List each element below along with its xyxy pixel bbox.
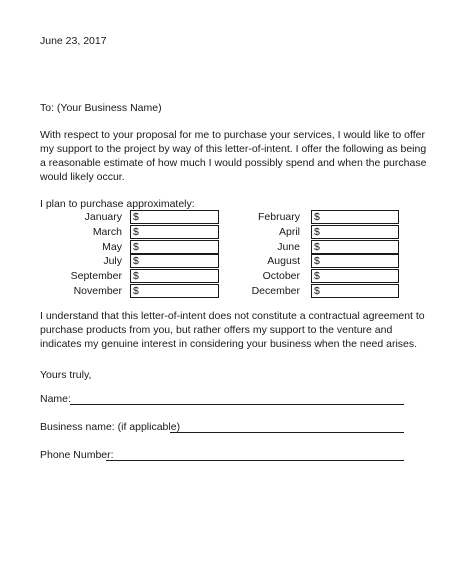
phone-field bbox=[40, 448, 114, 462]
month-label: October bbox=[262, 270, 300, 282]
name-field bbox=[40, 392, 71, 406]
intro-line: would likely occur. bbox=[40, 171, 125, 183]
currency-symbol: $ bbox=[133, 211, 139, 223]
currency-symbol: $ bbox=[133, 270, 139, 282]
month-label: February bbox=[257, 211, 300, 223]
closing-text: Yours truly, bbox=[40, 369, 92, 381]
recipient-line: To: (Your Business Name) bbox=[40, 102, 162, 114]
intro-line: With respect to your proposal for me to purchase your services, I would like to offer bbox=[40, 129, 425, 141]
intro-line: a reasonable estimate of how much I would possibly spend and when the purchase bbox=[40, 157, 427, 169]
name-input-line[interactable] bbox=[70, 404, 404, 405]
intro-paragraph bbox=[40, 128, 440, 184]
name-label: Name: bbox=[40, 393, 71, 405]
business-label: Business name: (if applicable) bbox=[40, 421, 181, 433]
month-label: May bbox=[102, 241, 122, 253]
month-label: January bbox=[84, 211, 122, 223]
letter-date: June 23, 2017 bbox=[40, 35, 107, 47]
currency-symbol: $ bbox=[314, 270, 320, 282]
amount-field[interactable] bbox=[311, 254, 399, 268]
amount-field[interactable] bbox=[311, 284, 399, 298]
plan-label: I plan to purchase approximately: bbox=[40, 198, 195, 210]
amount-field[interactable] bbox=[311, 240, 399, 254]
currency-symbol: $ bbox=[314, 226, 320, 238]
currency-symbol: $ bbox=[314, 285, 320, 297]
amount-field[interactable] bbox=[311, 210, 399, 224]
phone-input-line[interactable] bbox=[106, 460, 404, 461]
disclaimer-line: I understand that this letter-of-intent does not constitute a contractual agreement to bbox=[40, 310, 425, 322]
business-field bbox=[40, 420, 180, 434]
month-label: March bbox=[92, 226, 122, 238]
disclaimer-paragraph bbox=[40, 309, 440, 351]
currency-symbol: $ bbox=[133, 255, 139, 267]
month-label: September bbox=[70, 270, 122, 282]
currency-symbol: $ bbox=[314, 211, 320, 223]
amount-field[interactable] bbox=[311, 225, 399, 239]
month-label: July bbox=[103, 255, 122, 267]
currency-symbol: $ bbox=[133, 226, 139, 238]
disclaimer-line: indicates my genuine interest in considering your business when the need arises. bbox=[40, 338, 418, 350]
amount-field[interactable] bbox=[311, 269, 399, 283]
phone-label: Phone Number: bbox=[40, 449, 114, 461]
month-label: December bbox=[251, 285, 300, 297]
disclaimer-line: purchase products from you, but rather offers my support to the venture and bbox=[40, 324, 393, 336]
intro-line: my support to the project by way of this letter-of-intent. I offer the following as being bbox=[40, 143, 427, 155]
currency-symbol: $ bbox=[314, 255, 320, 267]
month-label: June bbox=[277, 241, 300, 253]
month-label: November bbox=[73, 285, 122, 297]
currency-symbol: $ bbox=[133, 241, 139, 253]
business-input-line[interactable] bbox=[170, 432, 404, 433]
month-label: April bbox=[278, 226, 300, 238]
month-label: August bbox=[267, 255, 300, 267]
currency-symbol: $ bbox=[314, 241, 320, 253]
currency-symbol: $ bbox=[133, 285, 139, 297]
